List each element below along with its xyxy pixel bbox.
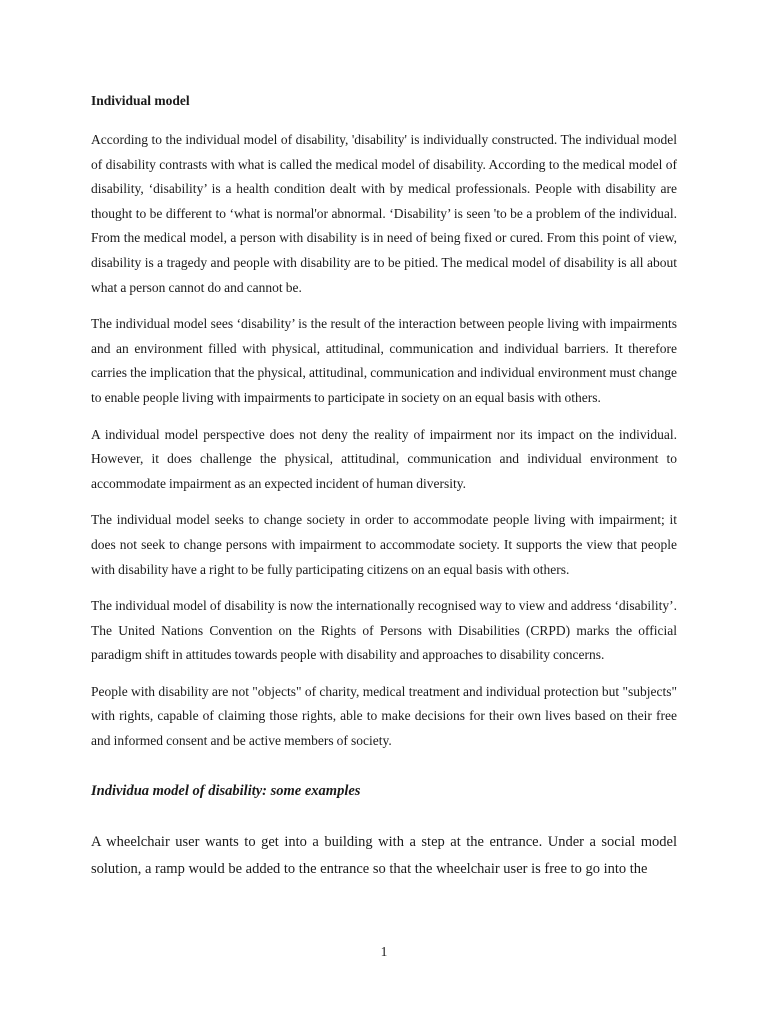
examples-subheading: Individua model of disability: some examples — [91, 782, 361, 799]
paragraph-4: The individual model seeks to change society in order to accommodate people living with impairment; it does not seek to change persons with impairment to accommodate society. It supports the view that people with disability have a right to be fully participating citizens on an equal basis with others. — [91, 512, 677, 577]
page-number: 1 — [380, 944, 388, 959]
document-page — [91, 91, 677, 883]
section-heading: Individual model — [91, 93, 190, 108]
example-paragraph: A wheelchair user wants to get into a building with a step at the entrance. Under a social model solution, a ramp would be added to the entrance so that the wheelchair user is free to go into the — [91, 833, 677, 877]
paragraph-1: According to the individual model of disability, 'disability' is individually constructed. The individual model of disability contrasts with what is called the medical model of disability. According to the medical model of disability, ‘disability’ is a health condition dealt with by medical professionals. People with disability are thought to be different to ‘what is normal'or abnormal. ‘Disability’ is seen 'to be a problem of the individual. From the medical model, a person with disability is in need of being fixed or cured. From this point of view, disability is a tragedy and people with disability are to be pitied. The medical model of disability is all about what a person cannot do and cannot be. — [91, 132, 677, 295]
paragraph-5: The individual model of disability is now the internationally recognised way to view and address ‘disability’. The United Nations Convention on the Rights of Persons with Disabilities (CRPD) marks the official paradigm shift in attitudes towards people with disability and approaches to disability concerns. — [91, 598, 677, 663]
paragraph-3: A individual model perspective does not deny the reality of impairment nor its impact on the individual. However, it does challenge the physical, attitudinal, communication and individual environment to accommodate impairment as an expected incident of human diversity. — [91, 426, 677, 491]
paragraph-6: People with disability are not "objects" of charity, medical treatment and individual protection but "subjects" with rights, capable of claiming those rights, able to make decisions for their own lives based on their free and informed consent and be active members of society. — [91, 683, 677, 749]
paragraph-2: The individual model sees ‘disability’ is the result of the interaction between people living with impairments and an environment filled with physical, attitudinal, communication and individual barriers. It therefore carries the implication that the physical, attitudinal, communication and individual environment must change to enable people living with impairments to participate in society on an equal basis with others. — [91, 316, 677, 405]
